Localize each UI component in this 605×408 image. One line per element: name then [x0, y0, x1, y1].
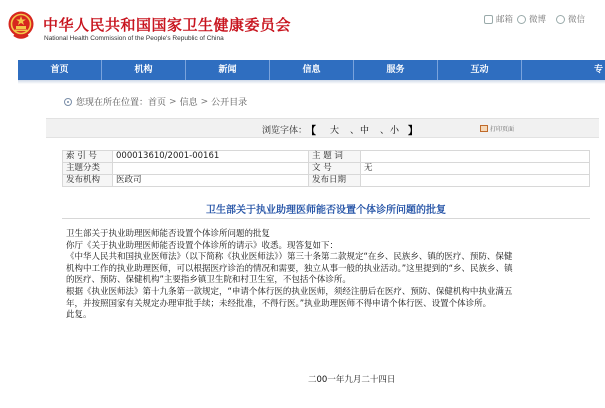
nav-item-services[interactable]: 服务	[354, 60, 438, 80]
breadcrumb-information[interactable]: 信息	[179, 98, 198, 108]
nav-item-information[interactable]: 信息	[270, 60, 354, 80]
body-line: 根据《执业医师法》第十九条第一款规定，“申请个体行医的执业医师，须经注册后在医疗、预防、保健机构中执业满五	[66, 286, 513, 297]
font-size-large[interactable]: 大	[330, 126, 340, 136]
meta-key: 索 引 号	[63, 151, 113, 163]
print-icon	[480, 125, 488, 132]
weixin-icon	[556, 15, 565, 24]
font-size-small-separator: 、	[380, 126, 390, 136]
breadcrumb-catalog[interactable]: 公开目录	[211, 98, 248, 108]
body-line: 年，并按照国家有关规定办理审批手续；未经批准，不得行医。”执业助理医师不得申请个体行医、设置个体诊所。	[66, 298, 492, 309]
meta-key: 发布日期	[309, 175, 361, 187]
font-size-bar	[46, 118, 599, 138]
font-size-small[interactable]: 小	[390, 126, 400, 136]
meta-value: 000013610/2001-00161	[113, 151, 309, 163]
font-size-medium-separator: 、	[350, 126, 360, 136]
body-line: 卫生部关于执业助理医师能否设置个体诊所问题的批复	[66, 229, 271, 239]
body-line: 机构中工作的执业助理医师，可以根据医疗诊治的情况和需要，独立从事一般的执业活动。”这里提到的“乡、民族乡、镇	[66, 263, 513, 274]
document-title: 卫生部关于执业助理医师能否设置个体诊所问题的批复	[206, 205, 446, 216]
site-header	[0, 0, 605, 56]
body-line: 《中华人民共和国执业医师法》（以下简称《执业医师法》）第三十条第二款规定“在乡、民族乡、镇的医疗、预防、保健	[66, 252, 513, 263]
nav-item-special[interactable]: 专	[593, 65, 603, 75]
site-subtitle: National Health Commission of the People's Republic of China	[44, 35, 224, 42]
mail-link[interactable]: 邮箱	[484, 13, 513, 25]
meta-value	[113, 163, 309, 175]
meta-value	[361, 151, 590, 163]
breadcrumb-home[interactable]: 首页	[148, 98, 167, 108]
meta-value	[361, 175, 590, 187]
body-line: 此复。	[66, 310, 92, 321]
breadcrumb	[64, 95, 247, 108]
nav-item-interaction[interactable]: 互动	[438, 60, 522, 80]
print-button[interactable]: 打印页面	[480, 124, 514, 133]
font-size-medium[interactable]: 中	[360, 126, 370, 136]
font-size-label: 浏览字体：	[262, 126, 308, 136]
table-row	[63, 163, 590, 175]
table-row	[63, 151, 590, 163]
body-line: 的医疗、预防、保健机构”主要指乡镇卫生院和村卫生室，不包括个体诊所。	[66, 275, 351, 286]
font-bracket-open: 【	[306, 126, 316, 137]
nav-item-home[interactable]: 首页	[18, 60, 102, 80]
title-divider	[62, 218, 590, 219]
document-body	[66, 229, 591, 322]
document-meta-table	[62, 150, 590, 187]
font-bracket-close: 】	[408, 126, 418, 137]
meta-key: 文 号	[309, 163, 361, 175]
weibo-icon	[517, 15, 526, 24]
meta-value: 无	[361, 163, 590, 175]
meta-key: 发布机构	[63, 175, 113, 187]
site-title[interactable]: 中华人民共和国国家卫生健康委员会	[43, 16, 292, 34]
breadcrumb-separator: >	[200, 96, 209, 107]
breadcrumb-prefix: 您现在所在位置：	[76, 98, 149, 108]
breadcrumb-separator: >	[169, 96, 177, 107]
nav-shadow	[18, 80, 605, 84]
location-icon	[64, 98, 72, 106]
main-nav	[18, 60, 605, 80]
nav-item-institutions[interactable]: 机构	[102, 60, 186, 80]
meta-value: 医政司	[113, 175, 309, 187]
mail-icon	[484, 15, 493, 24]
nav-item-news[interactable]: 新闻	[186, 60, 270, 80]
document-date: 二00一年九月二十四日	[308, 375, 396, 385]
weixin-link[interactable]: 微信	[556, 13, 585, 25]
table-row	[63, 175, 590, 187]
weibo-link[interactable]: 微博	[517, 13, 546, 25]
meta-key: 主 题 词	[309, 151, 361, 163]
body-line: 你厅《关于执业助理医师能否设置个体诊所的请示》收悉。现答复如下：	[66, 240, 339, 251]
national-emblem-icon[interactable]	[7, 10, 35, 40]
meta-key: 主题分类	[63, 163, 113, 175]
